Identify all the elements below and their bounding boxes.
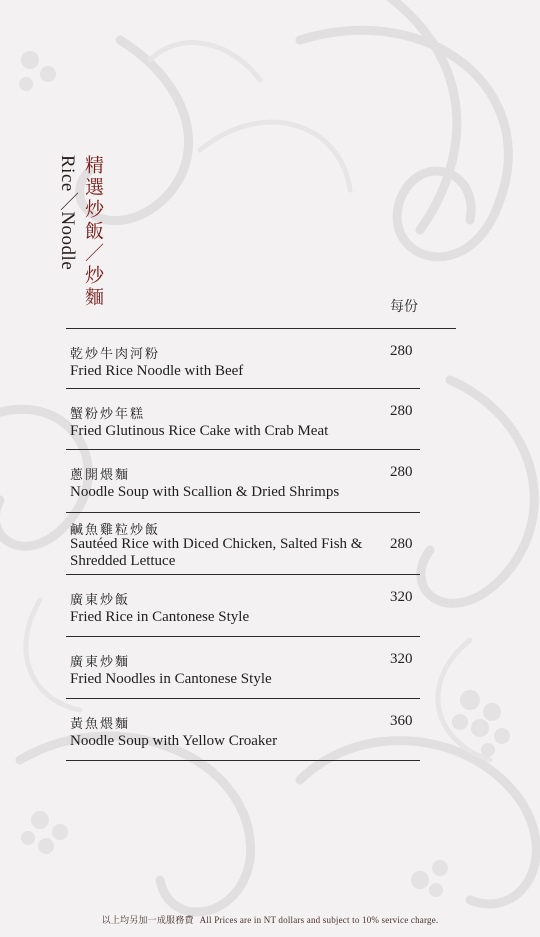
section-heading xyxy=(56,155,104,309)
item-name-zh: 廣東炒麵 xyxy=(70,655,131,670)
item-name-zh: 蟹粉炒年糕 xyxy=(70,407,146,422)
item-price: 280 xyxy=(390,536,413,552)
footer-note-zh: 以上均另加一成服務費 xyxy=(101,916,194,926)
menu-item xyxy=(66,389,420,450)
item-name-zh: 蔥開煨麵 xyxy=(70,468,131,483)
item-price: 280 xyxy=(390,343,413,359)
per-portion-label: 每份 xyxy=(390,300,418,315)
menu-item xyxy=(66,513,420,575)
menu-items xyxy=(66,329,420,761)
section-title-zh: 精選炒飯／炒麵 xyxy=(82,155,104,309)
menu-item xyxy=(66,699,420,761)
menu-item xyxy=(66,575,420,637)
item-price: 280 xyxy=(390,403,413,419)
menu-item xyxy=(66,329,420,389)
item-name-en: Fried Rice Noodle with Beef xyxy=(70,363,244,379)
menu-item xyxy=(66,450,420,513)
item-name-zh: 乾炒牛肉河粉 xyxy=(70,347,161,362)
item-name-en: Sautéed Rice with Diced Chicken, Salted Fish & Shredded Lettuce xyxy=(70,536,363,569)
item-name-en: Fried Noodles in Cantonese Style xyxy=(70,671,272,687)
item-price: 360 xyxy=(390,713,413,729)
item-name-en: Fried Rice in Cantonese Style xyxy=(70,609,250,625)
section-title-en: Rice／Noodle xyxy=(57,155,78,271)
footer-note-en: All Prices are in NT dollars and subject to 10% service charge. xyxy=(199,915,439,925)
item-name-zh: 廣東炒飯 xyxy=(70,593,131,608)
item-name-zh: 鹹魚雞粒炒飯 xyxy=(70,523,161,538)
item-price: 320 xyxy=(390,651,413,667)
service-charge-note xyxy=(0,913,540,926)
item-name-en: Noodle Soup with Scallion & Dried Shrimps xyxy=(70,484,340,500)
item-name-zh: 黃魚煨麵 xyxy=(70,717,131,732)
item-name-en: Fried Glutinous Rice Cake with Crab Meat xyxy=(70,423,329,439)
menu-item xyxy=(66,637,420,699)
item-name-en: Noodle Soup with Yellow Croaker xyxy=(70,733,278,749)
item-price: 280 xyxy=(390,464,413,480)
item-price: 320 xyxy=(390,589,413,605)
